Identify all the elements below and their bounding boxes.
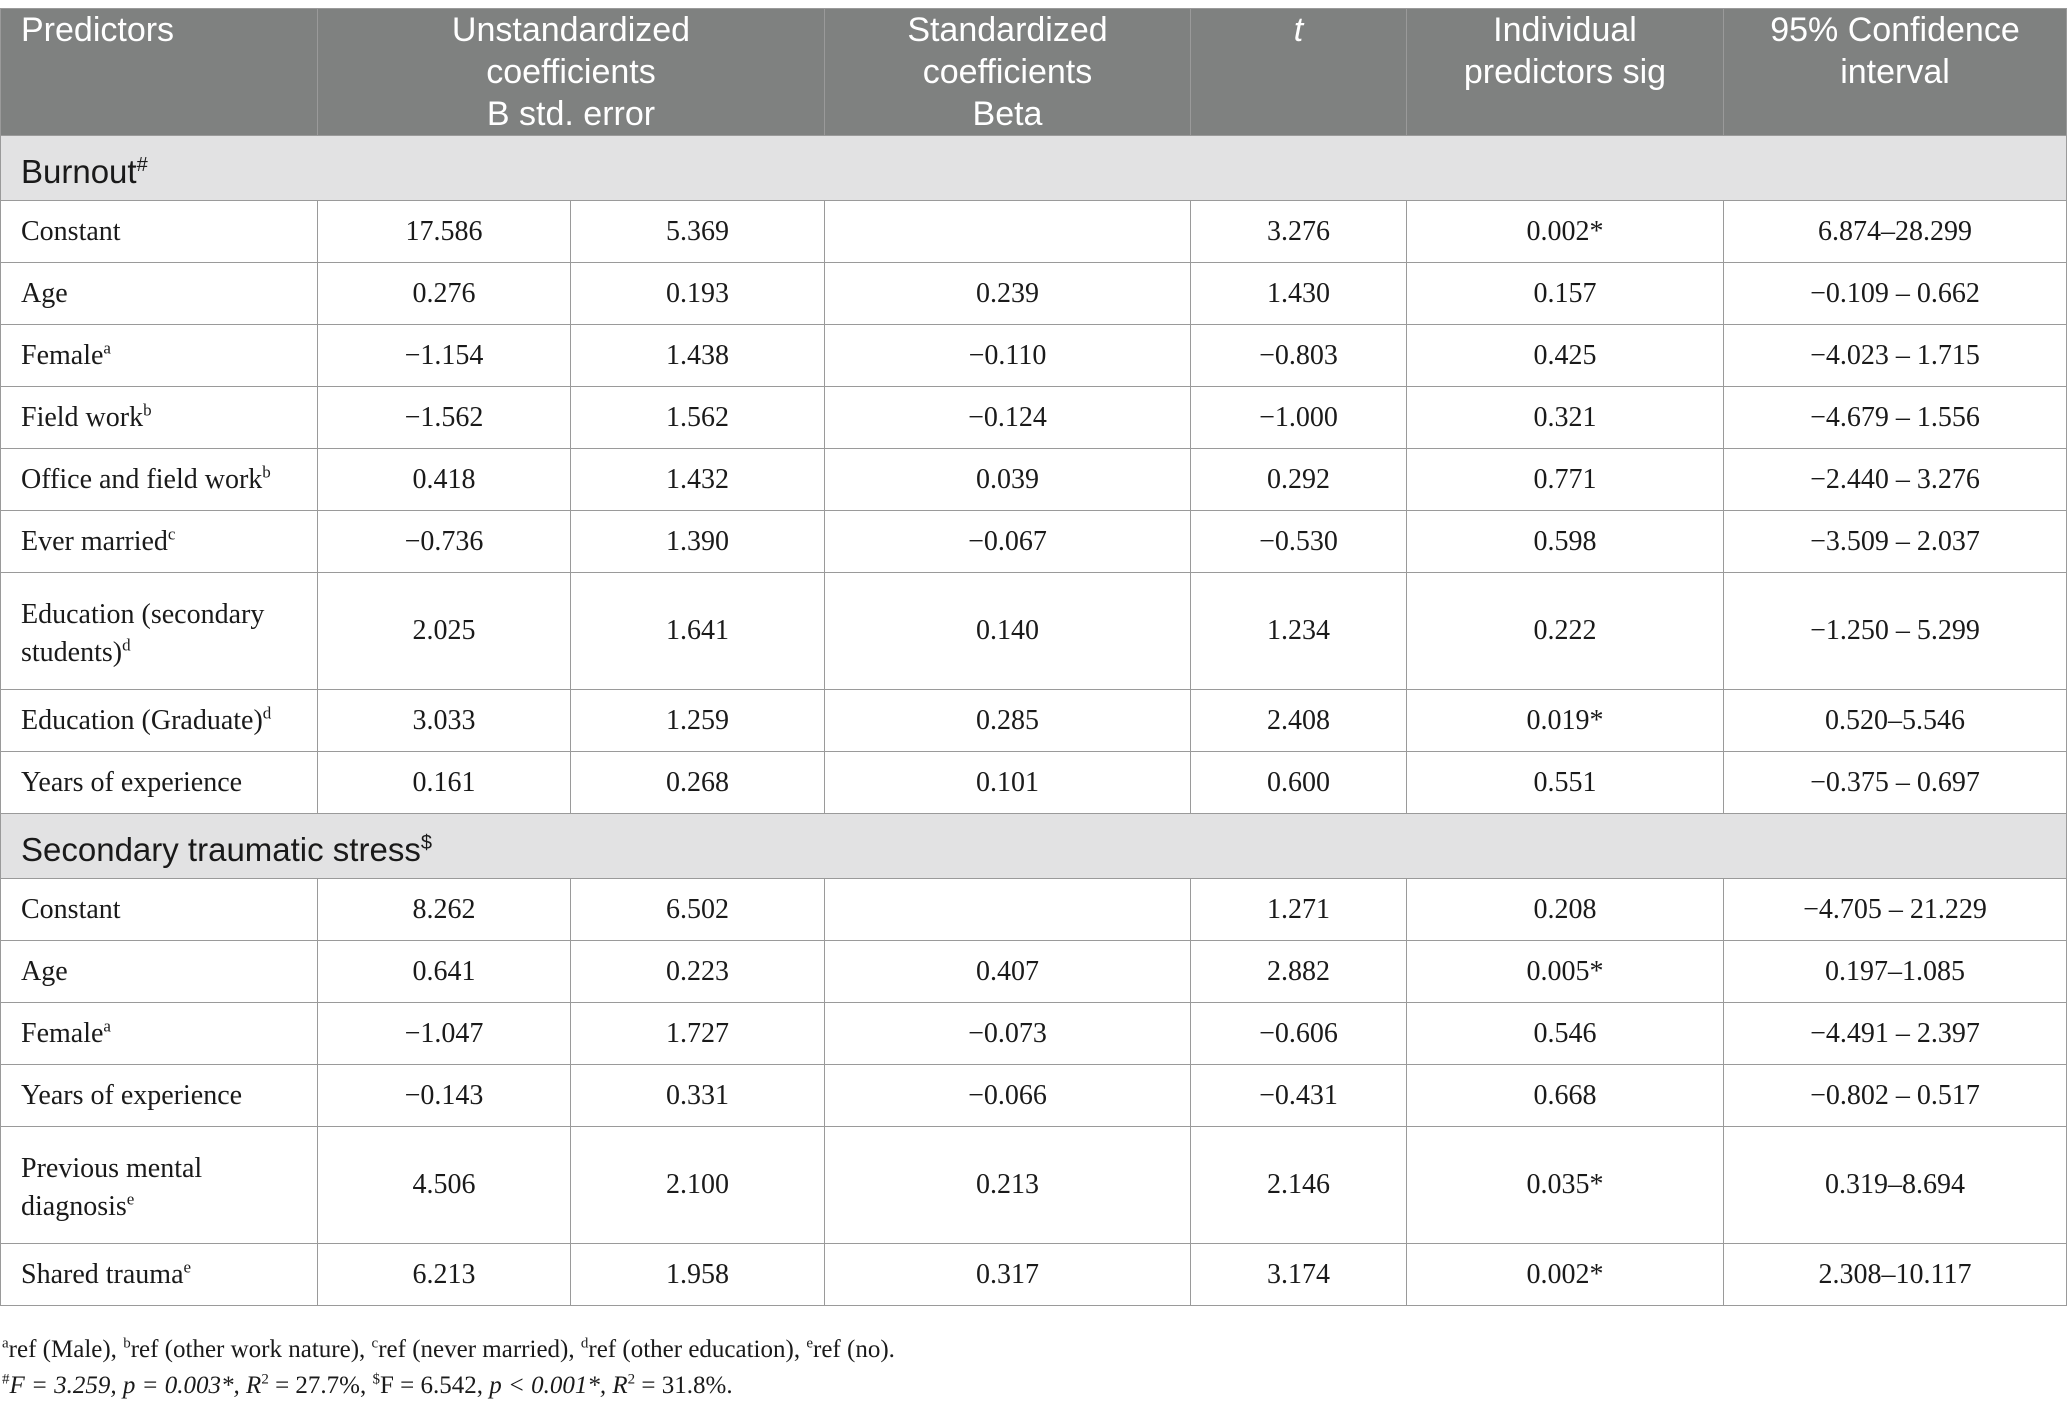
ci-cell: 6.874–28.299 [1724,201,2067,263]
ci-cell: −0.109 – 0.662 [1724,263,2067,325]
sig-cell: 0.222 [1407,573,1724,690]
regression-table [0,8,2067,1306]
beta-cell: 0.285 [825,690,1191,752]
t-cell: 2.882 [1191,941,1407,1003]
ref-marker: e [806,1335,813,1352]
beta-cell: −0.073 [825,1003,1191,1065]
predictor-cell [1,879,318,941]
sig-cell: 0.019* [1407,690,1724,752]
predictor-cell [1,690,318,752]
predictor-label: Previous mental diagnosis [21,1153,203,1222]
predictor-cell [1,1244,318,1306]
table-row [1,690,2067,752]
coef-b-cell: 17.586 [318,201,571,263]
table-row [1,752,2067,814]
regression-table-container [0,8,2066,1306]
section-title-text: Secondary traumatic stress [21,830,421,868]
t-cell: −0.530 [1191,511,1407,573]
beta-cell: −0.124 [825,387,1191,449]
table-row [1,449,2067,511]
table-row [1,387,2067,449]
t-cell: 1.271 [1191,879,1407,941]
std-error-cell: 1.958 [571,1244,825,1306]
t-cell: 3.276 [1191,201,1407,263]
ci-cell: −4.679 – 1.556 [1724,387,2067,449]
std-error-cell: 1.562 [571,387,825,449]
table-row [1,1065,2067,1127]
beta-cell: −0.110 [825,325,1191,387]
predictor-cell [1,1065,318,1127]
predictor-cell [1,941,318,1003]
sig-cell: 0.551 [1407,752,1724,814]
predictor-label: Age [21,277,68,309]
ci-cell: −1.250 – 5.299 [1724,573,2067,690]
ref-text: ref (other education), [588,1336,807,1363]
header-standardized: Standardized coefficients Beta [825,9,1191,136]
ref-text: ref (Male), [8,1336,124,1363]
predictor-cell [1,752,318,814]
table-row [1,511,2067,573]
footnote-marker: a [103,1016,111,1036]
ci-cell: 0.520–5.546 [1724,690,2067,752]
sig-cell: 0.771 [1407,449,1724,511]
table-row [1,1003,2067,1065]
predictor-label: Education (Graduate) [21,704,263,736]
std-error-cell: 1.259 [571,690,825,752]
predictor-cell [1,511,318,573]
coef-b-cell: 8.262 [318,879,571,941]
table-row [1,201,2067,263]
footnote-marker: a [103,338,111,358]
section-title [1,814,2067,879]
t-cell: 0.600 [1191,752,1407,814]
sig-cell: 0.005* [1407,941,1724,1003]
coef-b-cell: −0.736 [318,511,571,573]
table-row [1,879,2067,941]
table-row [1,263,2067,325]
predictor-cell [1,325,318,387]
footnote-marker: e [126,1189,135,1209]
std-error-cell: 2.100 [571,1127,825,1244]
sig-cell: 0.668 [1407,1065,1724,1127]
predictor-label: Ever married [21,525,168,557]
std-error-cell: 1.727 [571,1003,825,1065]
ci-cell: −4.023 – 1.715 [1724,325,2067,387]
table-row [1,573,2067,690]
table-header [1,9,2067,136]
ci-cell: −3.509 – 2.037 [1724,511,2067,573]
t-cell: 1.234 [1191,573,1407,690]
table-row [1,941,2067,1003]
sig-cell: 0.208 [1407,879,1724,941]
predictor-label: Office and field work [21,463,263,495]
predictor-label: Education (secondary students) [21,599,265,668]
ref-marker: c [371,1335,379,1352]
predictor-cell [1,573,318,690]
coef-b-cell: 0.418 [318,449,571,511]
footnote-marker: c [167,524,176,544]
footnote-marker: b [143,400,152,420]
t-cell: −0.606 [1191,1003,1407,1065]
coef-b-cell: −1.154 [318,325,571,387]
section-title [1,136,2067,201]
ci-cell: −0.802 – 0.517 [1724,1065,2067,1127]
beta-cell: 0.407 [825,941,1191,1003]
footnote-model-stats: #F = 3.259, p = 0.003*, $R^2 = 27.7\%$, $F = 6.542, p < 0.001*, $R^2 = 31.8\%$. [2,1371,733,1399]
beta-cell: 0.317 [825,1244,1191,1306]
section-row-burnout [1,136,2067,201]
ref-marker: a [2,1335,9,1352]
ci-cell: 2.308–10.117 [1724,1244,2067,1306]
std-error-cell: 1.641 [571,573,825,690]
std-error-cell: 0.193 [571,263,825,325]
sig-cell: 0.002* [1407,201,1724,263]
ref-text: ref (no). [813,1336,895,1363]
sig-cell: 0.425 [1407,325,1724,387]
sig-cell: 0.035* [1407,1127,1724,1244]
ci-cell: 0.319–8.694 [1724,1127,2067,1244]
t-cell: 2.408 [1191,690,1407,752]
predictor-label: Female [21,1017,104,1049]
beta-cell: 0.239 [825,263,1191,325]
beta-cell: 0.101 [825,752,1191,814]
t-cell: −1.000 [1191,387,1407,449]
coef-b-cell: 2.025 [318,573,571,690]
std-error-cell: 5.369 [571,201,825,263]
beta-cell [825,201,1191,263]
section-title-text: Burnout [21,152,137,190]
ref-text: ref (other work nature), [130,1336,372,1363]
ref-marker: b [123,1335,131,1352]
ci-cell: 0.197–1.085 [1724,941,2067,1003]
t-cell: 1.430 [1191,263,1407,325]
std-error-cell: 0.223 [571,941,825,1003]
sig-cell: 0.598 [1407,511,1724,573]
section-row-sts [1,814,2067,879]
t-cell: 3.174 [1191,1244,1407,1306]
header-ci: 95% Confidence interval [1724,9,2067,136]
coef-b-cell: −0.143 [318,1065,571,1127]
footnote-marker: d [122,635,131,655]
predictor-cell [1,387,318,449]
beta-cell [825,879,1191,941]
header-sig: Individual predictors sig [1407,9,1724,136]
predictor-cell [1,1127,318,1244]
ci-cell: −2.440 – 3.276 [1724,449,2067,511]
predictor-label: Shared trauma [21,1258,184,1290]
table-footnotes [2,1332,2062,1404]
table-row [1,325,2067,387]
t-cell: 2.146 [1191,1127,1407,1244]
beta-cell: −0.067 [825,511,1191,573]
coef-b-cell: 6.213 [318,1244,571,1306]
predictor-cell [1,449,318,511]
predictor-label: Field work [21,401,144,433]
ref-text: ref (never married), [378,1336,581,1363]
header-t: t [1191,9,1407,136]
std-error-cell: 1.438 [571,325,825,387]
footnote-marker: e [183,1257,192,1277]
ci-cell: −0.375 – 0.697 [1724,752,2067,814]
predictor-cell [1,263,318,325]
coef-b-cell: 0.276 [318,263,571,325]
predictor-label: Years of experience [21,766,243,798]
sig-cell: 0.002* [1407,1244,1724,1306]
header-predictors: Predictors [1,9,318,136]
sig-cell: 0.321 [1407,387,1724,449]
predictor-cell [1,201,318,263]
ref-marker: d [580,1335,589,1352]
std-error-cell: 6.502 [571,879,825,941]
beta-cell: 0.039 [825,449,1191,511]
section-footnote-mark: $ [420,831,432,854]
coef-b-cell: −1.047 [318,1003,571,1065]
std-error-cell: 0.268 [571,752,825,814]
coef-b-cell: 0.641 [318,941,571,1003]
t-cell: −0.431 [1191,1065,1407,1127]
sig-cell: 0.546 [1407,1003,1724,1065]
predictor-label: Age [21,955,68,987]
predictor-label: Female [21,339,104,371]
std-error-cell: 1.432 [571,449,825,511]
beta-cell: 0.213 [825,1127,1191,1244]
footnote-refs [2,1332,2062,1368]
coef-b-cell: 4.506 [318,1127,571,1244]
table-row [1,1127,2067,1244]
std-error-cell: 0.331 [571,1065,825,1127]
footnote-marker: b [262,462,271,482]
t-cell: 0.292 [1191,449,1407,511]
coef-b-cell: 3.033 [318,690,571,752]
std-error-cell: 1.390 [571,511,825,573]
predictor-label: Constant [21,215,121,247]
sig-cell: 0.157 [1407,263,1724,325]
predictor-label: Constant [21,893,121,925]
predictor-cell [1,1003,318,1065]
t-cell: −0.803 [1191,325,1407,387]
beta-cell: 0.140 [825,573,1191,690]
ci-cell: −4.705 – 21.229 [1724,879,2067,941]
header-unstandardized: Unstandardized coefficients B std. error [318,9,825,136]
coef-b-cell: −1.562 [318,387,571,449]
beta-cell: −0.066 [825,1065,1191,1127]
predictor-label: Years of experience [21,1079,243,1111]
coef-b-cell: 0.161 [318,752,571,814]
footnote-marker: d [262,703,272,723]
section-footnote-mark: # [136,153,148,176]
ci-cell: −4.491 – 2.397 [1724,1003,2067,1065]
table-body [1,136,2067,1306]
table-row [1,1244,2067,1306]
